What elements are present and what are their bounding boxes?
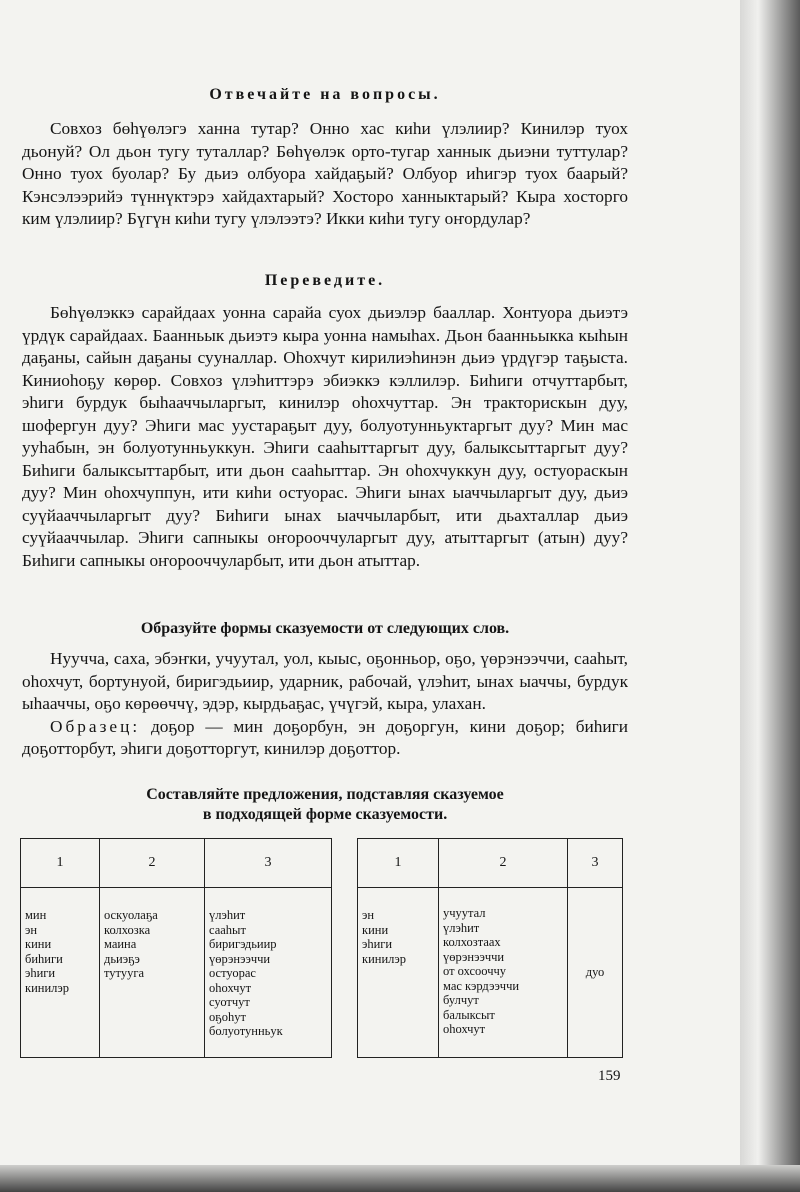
table-cell: оһохчут — [443, 1022, 486, 1036]
questions-paragraph — [22, 118, 628, 231]
table-cell: үөрэнээччи — [443, 949, 505, 964]
table-cell: эн — [25, 922, 38, 937]
table-cell: сааһыт — [209, 922, 246, 937]
page-number: 159 — [598, 1068, 621, 1084]
sentences-heading-line2: в подходящей форме сказуемости. — [202, 806, 448, 823]
table-cell: оҕоһут — [209, 1009, 246, 1024]
right-table-col1 — [358, 888, 439, 1058]
translate-paragraph — [22, 302, 628, 572]
table-cell: колхозка — [104, 922, 151, 937]
table-cell: суотчут — [209, 995, 250, 1009]
table-cell: биригэдьиир — [209, 937, 277, 951]
table-cell: оскуолаҕа — [104, 908, 158, 922]
table-cell: эһиги — [362, 937, 393, 951]
table-cell: үлэһит — [209, 908, 246, 922]
right-table-col3: дуо — [568, 888, 623, 1058]
right-table-col2 — [439, 888, 568, 1058]
forms-word-list: Нууччa, саха, эбэҥки, учуутал, уол, кыыс, оҕонньор, оҕо, үөрэнээччи, сааһыт, оһохчут, бортунуой, биригэдьиир, ударник, рабочай, үлэһит, ынах ыаччы, бурдук ыһааччы, оҕо көрөөччү, эдэр, кырдьаҕас, үчүгэй, кыра, улахан. — [22, 649, 628, 713]
sentences-heading-line1: Составляйте предложения, подставляя сказуемое — [146, 786, 504, 803]
section-heading-translate: Переведите. — [264, 272, 386, 289]
table-cell: эһиги — [25, 966, 56, 980]
section-heading-answer: Отвечайте на вопросы. — [209, 86, 441, 103]
page-edge-shadow — [740, 0, 800, 1192]
table-cell: кинилэр — [362, 951, 406, 966]
table-header: 3 — [205, 839, 332, 888]
table-cell: маина — [104, 937, 137, 951]
page-bottom-shadow — [0, 1165, 800, 1192]
right-table — [357, 838, 623, 1058]
section-heading-forms: Образуйте формы сказуемости от следующих слов. — [140, 620, 510, 637]
table-cell: остуорас — [209, 966, 256, 980]
table-cell: мас кэрдээччи — [443, 978, 520, 993]
table-header: 1 — [21, 839, 100, 888]
translate-text: Бөһүөлэккэ сарайдаах уонна сарайа суох дьиэлэр бааллар. Хонтуора дьиэтэ үрдүк сарайдаах. Баанньык дьиэтэ кыра уонна намыһах. Дьон баанньыкка кыһын даҕаны, сайын даҕаны сууналлар. Оһохчут кирилиэһинэн дьиэ үрдүгэр таҕыста. Киниоһоҕу көрөр. Совхоз үлэһиттэрэ эбиэккэ кэллилэр. Биһиги отчуттарбыт, эһиги бурдук быһааччыларгыт, кинилэр оһохчуттар. Эн тракторискын дуу, шофергун дуу? Эһиги мас уустараҕыт дуу, болуотунньуктаргыт дуу? Мин мас ууһабын, эн болуотунньуккун. Эһиги сааһыттаргыт дуу, балыксыттаргыт дуу? Биһиги балыксыттарбыт, ити дьон сааһыттар. Эн оһохчуккун дуу, остуораскын дуу? Мин оһохчуппун, ити киһи остуорас. Эһиги ынах ыаччыларгыт дуу, дьиэ суүйааччыларгыт дуу? Биһиги ынах ыаччыларбыт, ити дьахталлар дьиэ суүйааччылар. Эһиги сапныкы оҥорооччуларгыт дуу, атыттаргыт (атын) дуу? Биһиги сапныкы оҥорооччуларбыт, ити дьон атыттар. — [22, 303, 628, 570]
table-cell: тутууга — [104, 966, 145, 980]
table-cell: кинилэр — [25, 980, 69, 995]
section-heading-sentences — [22, 785, 628, 825]
table-cell: үөрэнээччи — [209, 951, 271, 966]
questions-text: Совхоз бөһүөлэгэ ханна тутар? Онно хас киһи үлэлиир? Кинилэр туох дьонуй? Ол дьон тугу туталлар? Бөһүөлэк орто-тугар ханнык дьиэни туттулар? Онно туох буолар? Бу дьиэ олбуора хайдаҕый? Олбуор иһигэр туох баарый? Кэнсэлээрийэ түннүктэрэ хайдахтарый? Хосторо ханныктарый? Кыра хосторго ким үлэлиир? Бүгүн киһи тугу үлэлээтэ? Икки киһи тугу оҥордулар? — [22, 119, 628, 228]
table-cell: эн — [362, 908, 375, 922]
table-cell: от охсооччу — [443, 964, 507, 978]
table-header: 2 — [100, 839, 205, 888]
table-cell: булчут — [443, 993, 479, 1007]
left-table-col1 — [21, 888, 100, 1058]
table-cell: үлэһит — [443, 920, 480, 935]
table-cell: мин — [25, 908, 47, 922]
example-text: доҕор — мин доҕорбун, эн доҕоргун, кини доҕор; биһиги доҕотторбут, эһиги доҕотторгут, кинилэр доҕоттор. — [22, 716, 628, 758]
table-cell: колхозтаах — [443, 935, 501, 949]
forms-paragraph — [22, 648, 628, 761]
example-label: Образец: — [50, 716, 141, 736]
table-cell: кини — [25, 937, 52, 951]
example-line — [22, 716, 628, 761]
table-header: 3 — [568, 839, 623, 888]
table-cell: болуотунньук — [209, 1024, 283, 1038]
left-table — [20, 838, 332, 1058]
table-cell: дьиэҕэ — [104, 951, 140, 966]
table-header: 1 — [358, 839, 439, 888]
left-table-col3 — [205, 888, 332, 1058]
table-cell: балыксыт — [443, 1007, 495, 1022]
table-header: 2 — [439, 839, 568, 888]
left-table-col2 — [100, 888, 205, 1058]
table-cell: оһохчут — [209, 980, 252, 995]
table-cell: биһиги — [25, 951, 63, 966]
table-cell: учуутал — [443, 906, 486, 920]
table-cell: кини — [362, 922, 389, 937]
